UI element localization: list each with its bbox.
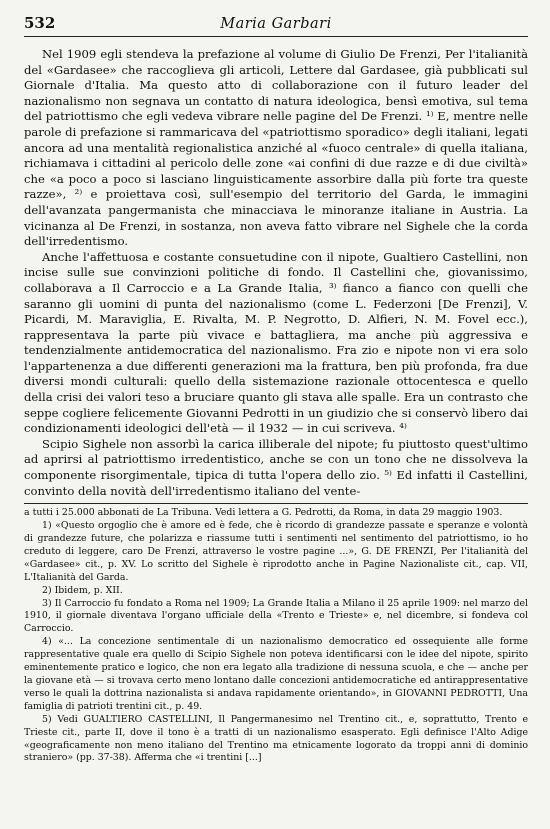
page-number: 532: [24, 14, 56, 32]
footnote: 5) Vedi GUALTIERO CASTELLINI, Il Pangermanesimo nel Trentino cit., e, soprattutto, Trento e Trieste cit., parte II, dove il tono è a tratti di un nazionalismo esasperato. Egli definisce l'Alto Adige «geograficamente non meno italiano del Trentino ma etnicamente logorato da troppi anni di dominio straniero» (pp. 37-38). Afferma che «i trentini [...]: [24, 713, 528, 764]
footnotes: [24, 507, 528, 765]
footnote: 1) «Questo orgoglio che è amore ed è fede, che è ricordo di grandezze passate e speranze e volontà di grandezze future, che polarizza e riassume tutti i sentimenti nel sentimento del patriottismo, io ho creduto di leggere, caro De Frenzi, attraverso le vostre pagine ...», G. DE FRENZI, Per l'italianità del «Gardasee» cit., p. XV. Lo scritto del Sighele è riprodotto anche in Pagine Nazionaliste cit., cap. VII, L'Italianità del Garda.: [24, 520, 528, 583]
footnote-continuation: a tutti i 25.000 abbonati de La Tribuna. Vedi lettera a G. Pedrotti, da Roma, in data 29 maggio 1903.: [24, 507, 503, 519]
paragraph: Nel 1909 egli stendeva la prefazione al volume di Giulio De Frenzi, Per l'italianità del «Gardasee» che raccoglieva gli articoli, Lettere dal Gardasee, già pubblicati sul Giornale d'Italia. Ma questo atto di collaborazione con il futuro leader del nazionalismo non segnava un contatto di natura ideologica, bensì emotiva, sul tema del patriottismo che egli vedeva vibrare nelle pagine del De Frenzi. ¹⁾ E, mentre nelle parole di prefazione si rammaricava del «patriottismo sporadico» degli italiani, legati ancora ad una mentalità regionalistica anziché al «fuoco centrale» di quella italiana, richiamava i cittadini al pericolo delle zone «ai confini di due razze e di due civiltà» che «a poco a poco si lasciano linguisticamente assorbire dalla più forte tra queste razze», ²⁾ e proiettava così, sull'esempio del territorio del Garda, le immagini dell'avanzata pangermanista che minacciava le minoranze italiane in Austria. La vicinanza al De Frenzi, in sostanza, non aveva fatto vibrare nel Sighele che la corda dell'irredentismo.: [24, 47, 528, 249]
paragraph: Anche l'affettuosa e costante consuetudine con il nipote, Gualtiero Castellini, non incise sulle sue convinzioni politiche di fondo. Il Castellini che, giovanissimo, collaborava a Il Carroccio e a La Grande Italia, ³⁾ fianco a fianco con quelli che saranno gli uomini di punta del nazionalismo (come L. Federzoni [De Frenzi], V. Picardi, M. Maraviglia, E. Rivalta, M. P. Negrotto, D. Alfieri, N. M. Fovel ecc.), rappresentava la parte più vivace e battagliera, ma anche più aggressiva e tendenzialmente antidemocratica del nazionalismo. Fra zio e nipote non vi era solo l'appartenenza a due differenti generazioni ma la frattura, ben più profonda, fra due diversi mondi culturali: quello della sistemazione razionale ottocentesca e quello della crisi dei valori teso a bruciare quanto gli stava alle spalle. Era un contrasto che seppe cogliere felicemente Giovanni Pedrotti in un giudizio che si conservò libero dai condizionamenti ideologici dell'età — il 1932 — in cui scriveva. ⁴⁾: [24, 249, 528, 436]
footnote-divider: [24, 503, 528, 504]
page-header: [24, 14, 528, 37]
footnote: 3) Il Carroccio fu fondato a Roma nel 1909; La Grande Italia a Milano il 25 aprile 1909: nel marzo del 1910, il giornale diventava l'organo ufficiale della «Trento e Trieste» e, nel dicembre, si fondeva col Carroccio.: [24, 597, 528, 635]
paragraph: Scipio Sighele non assorbì la carica illiberale del nipote; fu piuttosto quest'ultimo ad aprirsi al patriottismo irredentistico, anche se con un tono che ne dissolveva la componente risorgimentale, tipica di tutta l'opera dello zio. ⁵⁾ Ed infatti il Castellini, convinto della novità dell'irredentismo italiano del vente-: [24, 436, 528, 498]
footnote: 2) Ibidem, p. XII.: [42, 584, 123, 596]
main-text: [24, 47, 528, 499]
footnote: 4) «... La concezione sentimentale di un nazionalismo democratico ed ossequiente alle forme rappresentative quale era quello di Scipio Sighele non poteva identificarsi con le idee del nipote, spirito eminentemente pratico e logico, che non era legato alla tradizione di nessuna scuola, e che — anche per la giovane età — si trovava certo meno lontano dalle concezioni antidemocratiche ed antirappresentative verso le quali la dottrina nazionalista si andava rapidamente orientando», in GIOVANNI PEDROTTI, Una famiglia di patrioti trentini cit., p. 49.: [24, 636, 528, 712]
running-head: Maria Garbari: [220, 16, 332, 32]
